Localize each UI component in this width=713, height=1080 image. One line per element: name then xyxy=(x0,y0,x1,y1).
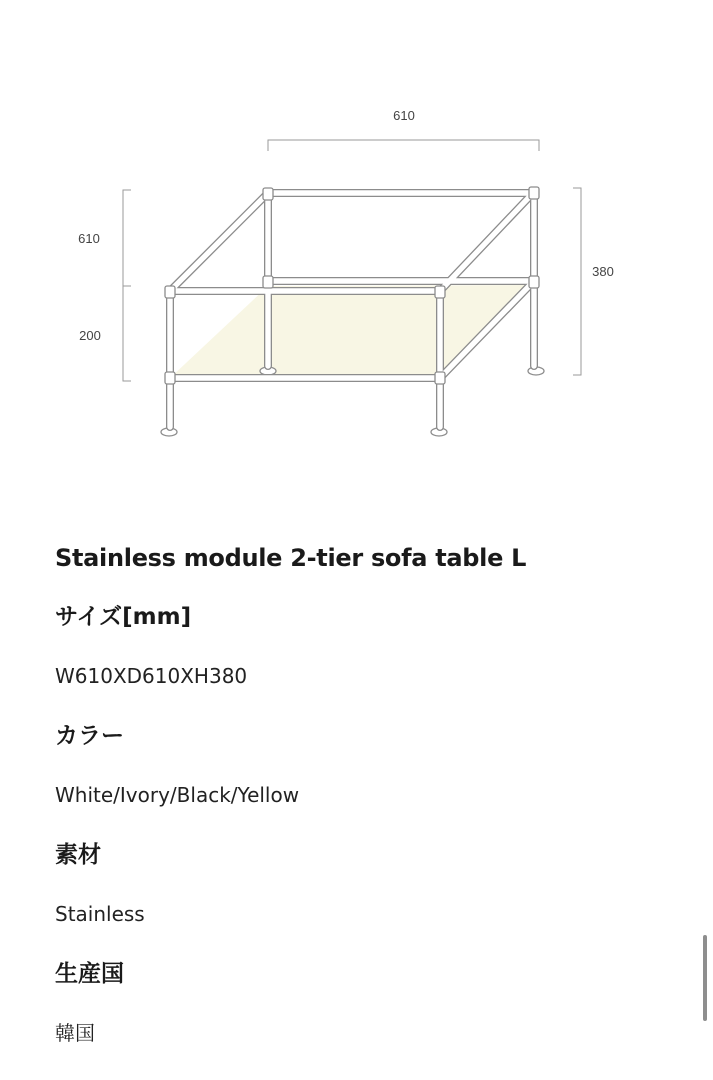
spec-heading-size: サイズ[mm] xyxy=(55,604,192,630)
width-dimension-label: 610 xyxy=(393,108,415,123)
spec-material xyxy=(55,824,675,943)
vertical-scrollbar[interactable] xyxy=(703,935,707,1021)
spec-value-color: White/Ivory/Black/Yellow xyxy=(55,783,300,807)
spec-color xyxy=(55,705,675,824)
spec-value-material: Stainless xyxy=(55,902,145,926)
spec-origin xyxy=(55,943,675,1062)
spec-heading-color: カラー xyxy=(55,723,124,749)
spec-heading-origin: 生産国 xyxy=(55,961,124,987)
lower-shelf-panel xyxy=(170,285,532,378)
spec-size xyxy=(55,586,675,705)
product-dimension-diagram xyxy=(0,0,713,480)
spec-heading-material: 素材 xyxy=(55,842,101,868)
spec-value-origin: 韓国 xyxy=(55,1021,95,1045)
product-info xyxy=(55,530,675,1062)
depth-dimension-label: 610 xyxy=(78,231,100,246)
spec-value-size: W610XD610XH380 xyxy=(55,664,248,688)
leg-height-dimension-label: 200 xyxy=(79,328,101,343)
total-height-dimension-label: 380 xyxy=(592,264,614,279)
product-title: Stainless module 2-tier sofa table L xyxy=(55,544,527,572)
